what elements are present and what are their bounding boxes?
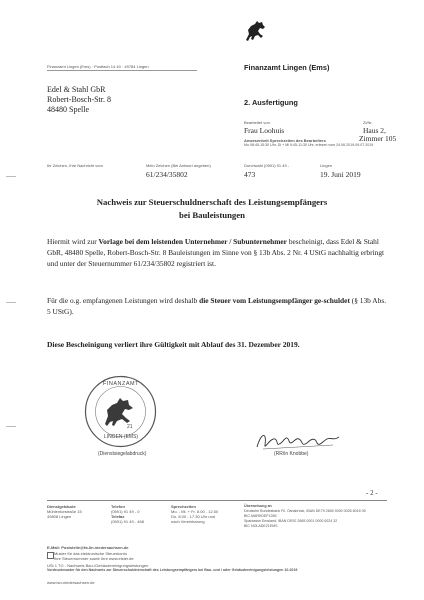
footer-hours-line3: nach Vereinbarung [171,519,205,524]
footer-building-city: 49808 Lingen [47,514,72,519]
recipient-name: Edel & Stahl GbR [47,85,106,94]
title-line1: Nachweis zur Steuerschuldnerschaft des Leistungsempfängers [96,197,328,207]
body-paragraph-2 [47,295,387,317]
footer-bank [244,504,394,529]
footer-hours-line1: Mo. - Mi. + Fr. 8.00 - 12.00 [171,509,219,514]
sender-underline [47,70,197,71]
footer-phone [111,504,169,524]
seal-caption: (Dienstsiegelabdruck) [98,451,147,457]
footer-building-street: Mühlentorstraße 15 [47,509,82,514]
p2-intro: Für die o.g. empfangenen Leistungen wird deshalb [47,296,200,305]
room-line2: Zimmer 105 [359,134,397,143]
ref-value-date: 19. Juni 2019 [320,170,361,179]
footer-phone-number: (0591) 91 49 - 0 [111,509,140,514]
footer-fax-title: Telefax [111,514,125,519]
recipient-city: 48480 Spelle [47,105,89,114]
footer-info-block [54,551,254,561]
footer-building-title: Dienstgebäude [47,504,76,509]
authority-name: Finanzamt Lingen (Ems) [244,63,330,72]
ref-label-your-sign: Ihr Zeichen, Ihre Nachricht vom [47,163,103,168]
footer-form-description: Vordruckmuster für den Nachweis zur Steuerschuldnerschaft des Leistungsempfängers bei Bau- und / oder Gebäudereinigungsleistungen 10.2019 [47,568,298,572]
footer-bank-title: Überweisung an [244,504,272,508]
seal-top-text: FINANZAMT [103,381,139,387]
footer-info-line1: Muster für das elektronische Steuerkonto [54,551,127,556]
official-seal [83,374,158,449]
office-hours-value: Mo 08:45-15:30 Uhr, Di + Mi 9:45-11:30 Uhr, erlesen vom 24.06.2019-09.07.2019 [244,143,374,147]
p2-emphasis: die Steuer vom Leistungsempfänger ge-schuldet [199,296,350,305]
validity-statement: Diese Bescheinigung verliert ihre Gültigkeit mit Ablauf des 31. Dezember 2019. [47,340,300,349]
p1-emphasis: Vorlage bei dem leistenden Unternehmer / Subunternehmer [98,237,287,246]
footer-hours-line2: Do. 8.00 - 17.30 Uhr und [171,514,216,519]
office-hours-label: Anwesenheit Sprechzeiten des Bearbeiters [244,138,326,143]
footer-fax-number: (0591) 91 49 - 468 [111,519,144,524]
room-line1: Haus 2, [363,126,386,135]
signature-caption: (RR/in Knobbe) [274,451,309,457]
p1-intro: Hiermit wird zur [47,237,99,246]
footer-divider [47,500,387,501]
ref-value-my-sign: 61/234/35802 [146,170,188,179]
footer-bank-line3: Sparkasse Emsland, IBAN DE92 2665 0001 0000 0024 32 [244,519,338,523]
copy-label: 2. Ausfertigung [244,98,298,107]
fold-mark-bottom [6,426,16,427]
title-line2: bei Bauleistungen [179,210,245,220]
elster-checkbox-icon [47,552,54,559]
officer-value: Frau Loohuis [244,126,285,135]
recipient-address [47,85,111,115]
page-number: - 2 - [366,489,378,497]
seal-bottom-text: LINGEN (EMS) [103,434,139,440]
footer-hours [171,504,241,524]
footer-building [47,504,107,519]
sender-return-line: Finanzamt Lingen (Ems) · Postfach 14 40 · 49784 Lingen [47,64,149,69]
footer-website: www.lsn-niedersachsen.de [47,580,95,585]
punch-mark [6,302,16,303]
ref-label-phone: Durchwahl (0591) 91 49 - [244,163,290,168]
officer-label: Bearbeitet von [244,120,270,125]
p2-rest: (§ 13b Abs. 5 UStG). [47,296,387,316]
footer-bank-line2: BIC MARKDEF1265 [244,514,277,518]
footer-info-line2: Ihre Steuernummer sowie Ihre www.elster.de [54,556,134,561]
footer-form-id: USt 1 TG - Nachweis Bau-/Gebäudereinigungsleistungen [47,563,149,568]
p1-rest: bescheinigt, dass Edel & Stahl GbR, 48480 Spelle, Robert-Bosch-Str. 8 Bauleistungen im Sinne von § 13b Abs. 2 Nr. 4 UStG nachhaltig erbringt und unter der Steuernummer 61/234/35802 registriert ist. [47,237,385,268]
state-horse-logo [243,18,269,44]
ref-value-phone: 473 [244,170,256,179]
footer-bank-line1: Deutsche Bundesbank Fil. Osnabrück, IBAN DE79 2650 0000 0026 6015 05 [244,509,366,513]
seal-number: 21 [127,424,133,430]
ref-label-place: Lingen [320,163,333,168]
footer-email: E-Mail: Poststelle@fa-lin.niedersachsen.de [47,545,129,550]
footer-bank-line4: BIC NOLADE21EMS [244,524,278,528]
ref-label-my-sign: Mein Zeichen (Bei Antwort angeben) [146,163,211,168]
footer-phone-title: Telefon [111,504,125,509]
footer-hours-title: Sprechzeiten [171,504,196,509]
fold-mark-top [6,176,16,177]
body-paragraph-1 [47,236,387,269]
room-label: Zi/Nr. [363,120,373,125]
recipient-street: Robert-Bosch-Str. 8 [47,95,111,104]
document-title [40,196,384,222]
